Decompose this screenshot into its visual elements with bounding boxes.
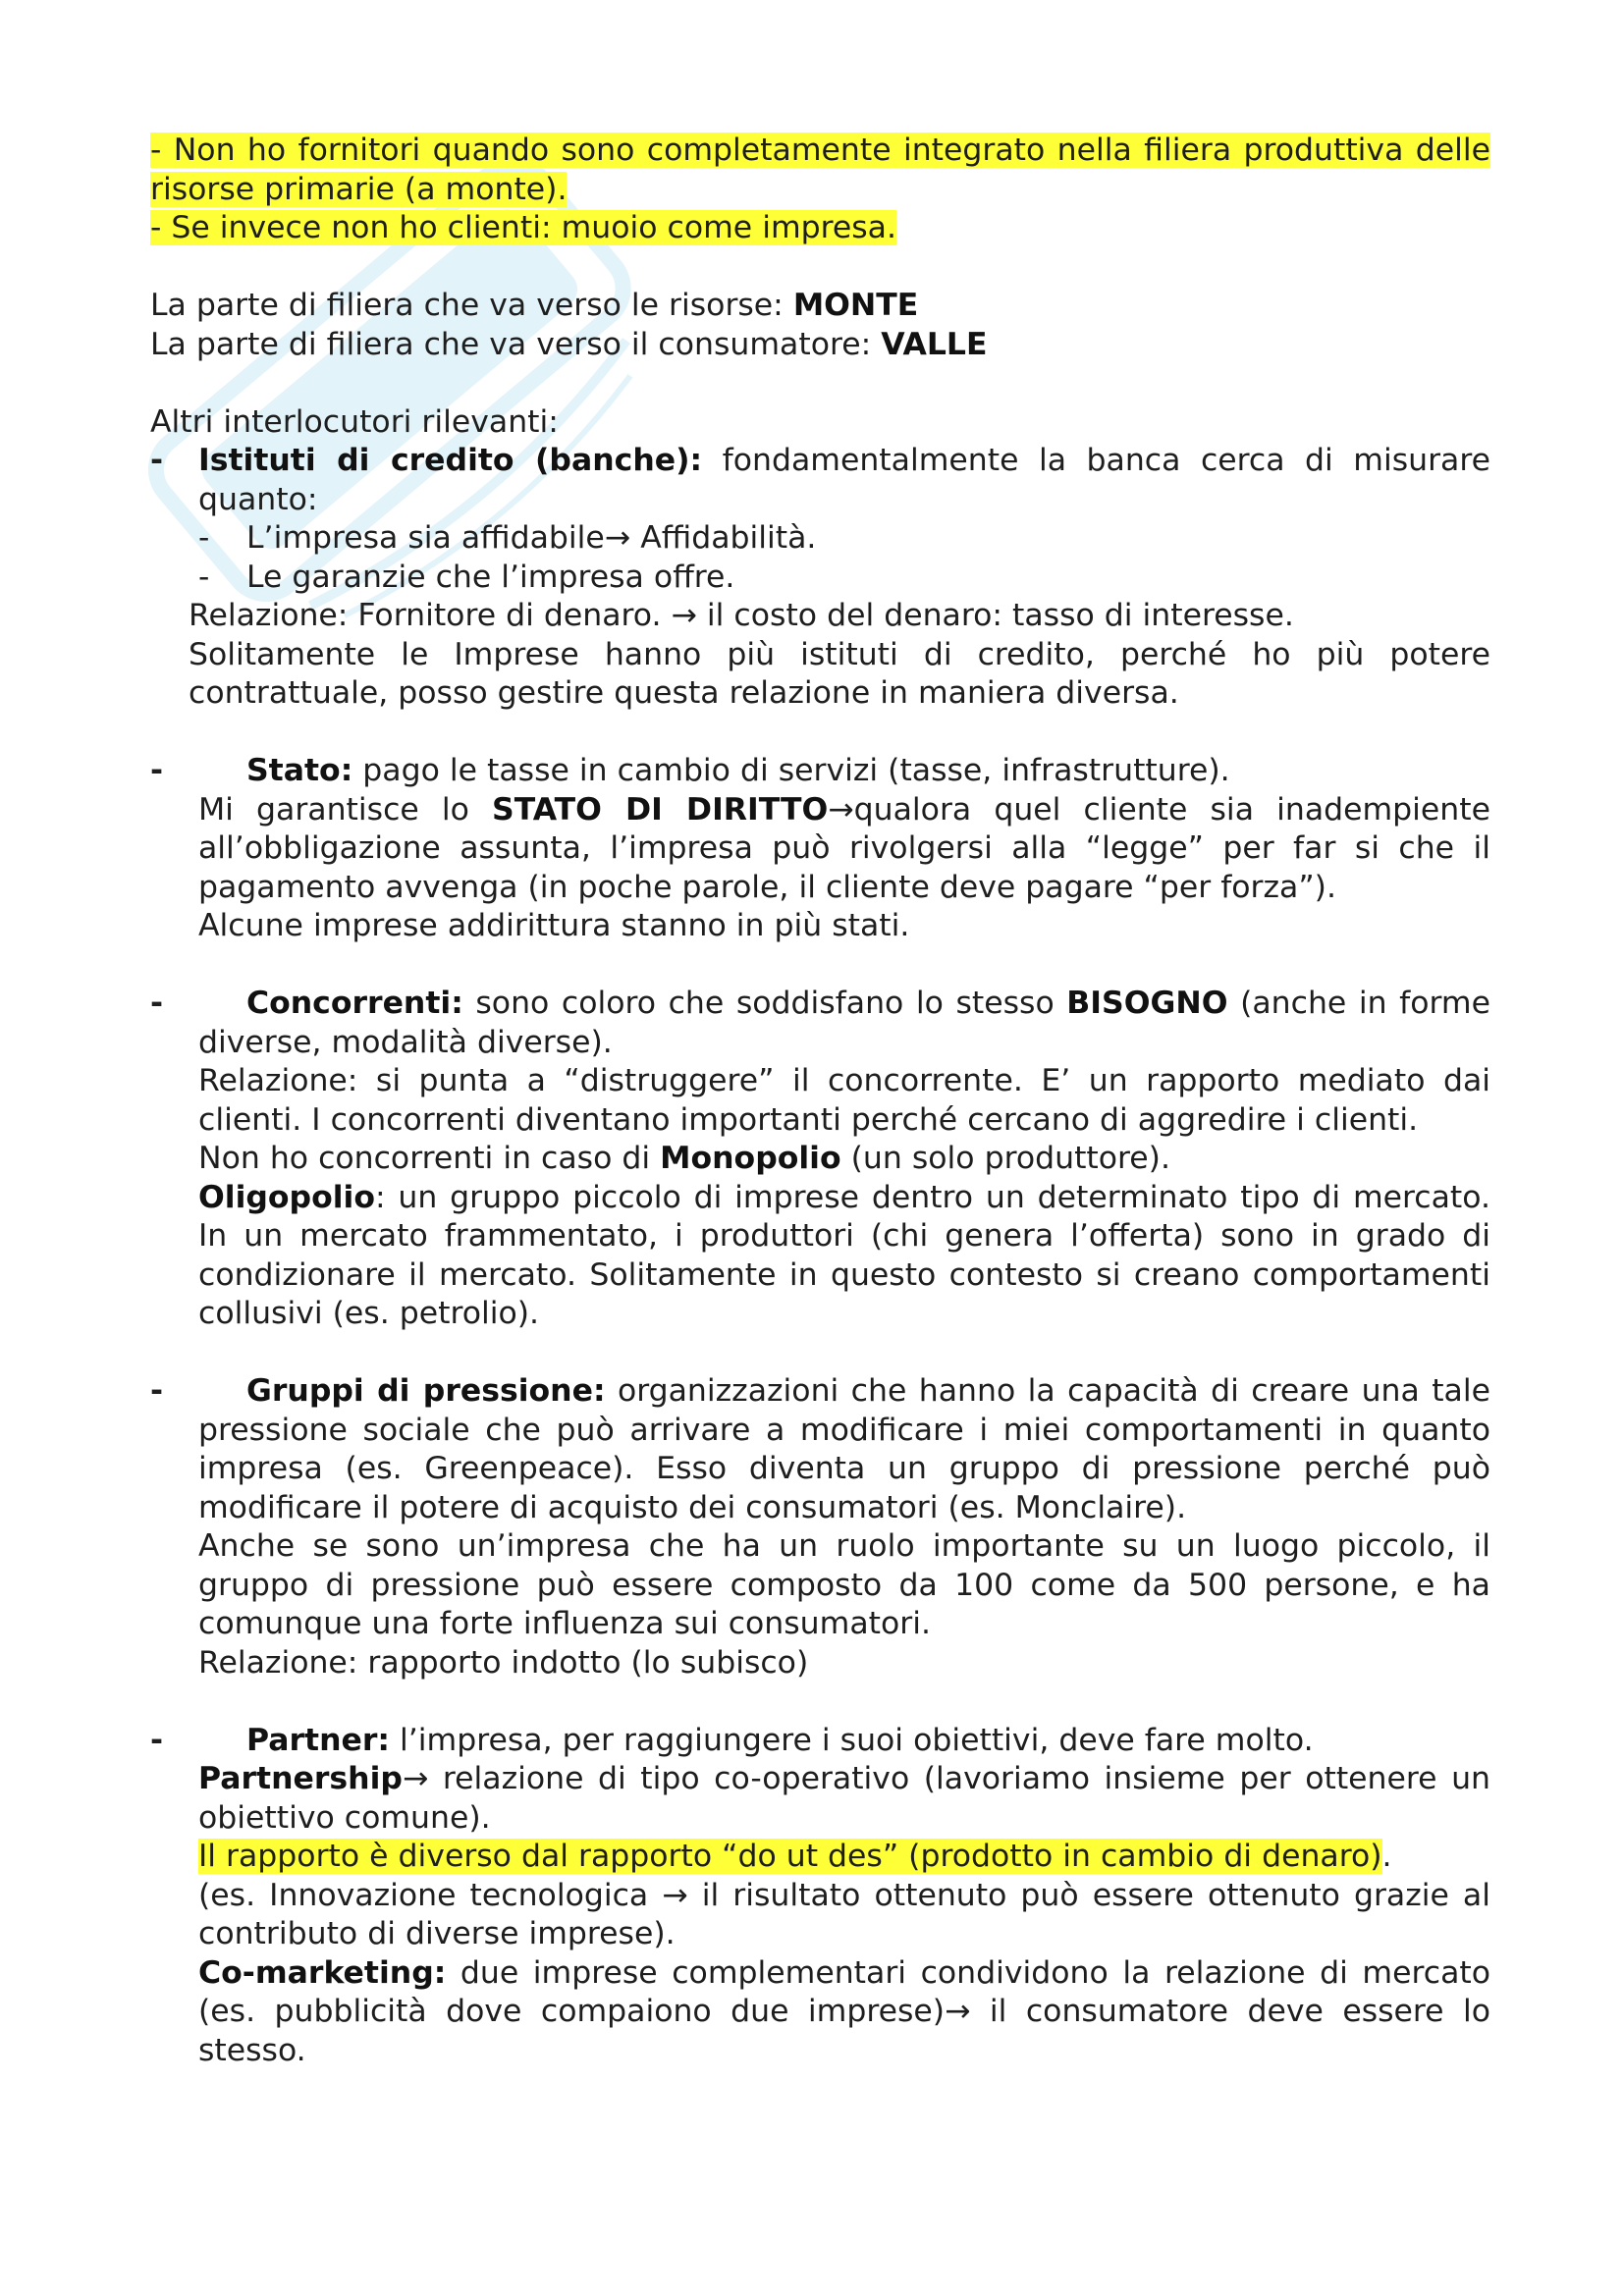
stato-alcune: Alcune imprese addirittura stanno in più stati. bbox=[198, 908, 910, 943]
stato-title: Stato: bbox=[246, 753, 353, 788]
concorrenti-oligopolio: Oligopolio: un gruppo piccolo di imprese dentro un determinato tipo di mercato. In un mercato frammentato, i produttori (chi genera l’offerta) sono in grado di condizionare il mercato. Solitamente in questo contesto si creano comportamenti collusivi (es. petrolio). bbox=[198, 1179, 1490, 1331]
partner-do-ut-des: Il rapporto è diverso dal rapporto “do ut des” (prodotto in cambio di denaro). bbox=[198, 1839, 1392, 1874]
bullet-dash: - bbox=[150, 1373, 164, 1409]
highlight-fornitori: - Non ho fornitori quando sono completamente integrato nella filiera produttiva delle risorse primarie (a monte). bbox=[150, 133, 1490, 207]
concorrenti-intro: Concorrenti: sono coloro che soddisfano lo stesso BISOGNO (anche in forme diverse, modalità diverse). bbox=[198, 986, 1490, 1060]
section-concorrenti bbox=[150, 985, 1490, 1334]
istituti-relazione-block bbox=[150, 597, 1490, 714]
istituti-sub-garanzie: - Le garanzie che l’impresa offre. bbox=[198, 559, 1490, 598]
highlight-clienti: - Se invece non ho clienti: muoio come impresa. bbox=[150, 210, 896, 245]
istituti-title: Istituti di credito (banche): bbox=[198, 443, 703, 478]
bullet-dash: - bbox=[150, 1722, 164, 1758]
arrow-right-icon: → bbox=[945, 1994, 971, 2029]
arrow-right-icon: → bbox=[402, 1761, 429, 1796]
section-gruppi bbox=[150, 1372, 1490, 1682]
gruppi-relazione: Relazione: rapporto indotto (lo subisco) bbox=[198, 1644, 809, 1681]
valle-label: VALLE bbox=[881, 326, 988, 362]
altri-heading: Altri interlocutori rilevanti: bbox=[150, 403, 559, 440]
arrow-right-icon: → bbox=[671, 598, 697, 633]
gruppi-title: Gruppi di pressione: bbox=[246, 1373, 606, 1409]
arrow-right-icon: → bbox=[828, 791, 854, 828]
arrow-right-icon: → bbox=[604, 520, 631, 556]
filiera-monte: La parte di filiera che va verso le risorse: MONTE bbox=[150, 288, 919, 323]
sub-bullet-dash: - bbox=[198, 520, 210, 556]
highlight-do-ut-des: Il rapporto è diverso dal rapporto “do ut des” (prodotto in cambio di denaro) bbox=[198, 1839, 1382, 1874]
document-body bbox=[150, 132, 1490, 2070]
partner-partnership: Partnership→ relazione di tipo co-operativo (lavoriamo insieme per ottenere un obiettivo comune). bbox=[198, 1761, 1490, 1836]
concorrenti-monopolio: Non ho concorrenti in caso di Monopolio (un solo produttore). bbox=[198, 1141, 1170, 1176]
partner-title: Partner: bbox=[246, 1722, 391, 1758]
section-partner bbox=[150, 1722, 1490, 2071]
sub-bullet-dash: - bbox=[198, 559, 210, 595]
stato-garantisce: Mi garantisce lo STATO DI DIRITTO→qualora quel cliente sia inadempiente all’obbligazione assunta, l’impresa può rivolgersi alla “legge” per far si che il pagamento avvenga (in poche parole, il cliente deve pagare “per forza”). bbox=[198, 791, 1491, 905]
concorrenti-relazione: Relazione: si punta a “distruggere” il concorrente. E’ un rapporto mediato dai clienti. I concorrenti diventano importanti perché cercano di aggredire i clienti. bbox=[198, 1063, 1490, 1138]
bullet-dash: - bbox=[150, 753, 164, 788]
intro-paragraph bbox=[150, 132, 1490, 209]
gruppi-intro: Gruppi di pressione: organizzazioni che hanno la capacità di creare una tale pressione sociale che può arrivare a modificare i miei comportamenti in quanto impresa (es. Greenpeace). Esso diventa un gruppo di pressione perché può modificare il potere di acquisto dei consumatori (es. Monclaire). bbox=[198, 1373, 1490, 1525]
istituti-intro: Istituti di credito (banche): fondamentalmente la banca cerca di misurare quanto: bbox=[198, 443, 1491, 517]
stato-intro: Stato: pago le tasse in cambio di servizi (tasse, infrastrutture). bbox=[246, 753, 1230, 788]
partner-es: (es. Innovazione tecnologica → il risultato ottenuto può essere ottenuto grazie al contributo di diverse imprese). bbox=[198, 1877, 1490, 1951]
bullet-dash: - bbox=[150, 443, 164, 478]
bullet-dash: - bbox=[150, 986, 164, 1021]
monte-label: MONTE bbox=[792, 288, 919, 323]
filiera-valle: La parte di filiera che va verso il consumatore: VALLE bbox=[150, 326, 988, 362]
partner-comarketing: Co-marketing: due imprese complementari condividono la relazione di mercato (es. pubblicità dove compaiono due imprese)→ il consumatore deve essere lo stesso. bbox=[198, 1954, 1490, 2068]
istituti-solitamente: Solitamente le Imprese hanno più istituti di credito, perché ho più potere contrattuale, posso gestire questa relazione in maniera diversa. bbox=[189, 636, 1490, 711]
istituti-sub-affidabile: - L’impresa sia affidabile→ Affidabilità. bbox=[198, 519, 1490, 559]
section-stato bbox=[150, 752, 1490, 946]
intro-clienti bbox=[150, 209, 1490, 248]
istituti-relazione: Relazione: Fornitore di denaro. → il costo del denaro: tasso di interesse. bbox=[189, 598, 1294, 633]
arrow-right-icon: → bbox=[662, 1877, 688, 1913]
partner-intro: Partner: l’impresa, per raggiungere i suoi obiettivi, deve fare molto. bbox=[246, 1722, 1314, 1758]
gruppi-anche: Anche se sono un’impresa che ha un ruolo importante su un luogo piccolo, il gruppo di pressione può essere composto da 100 come da 500 persone, e ha comunque una forte influenza sui consumatori. bbox=[198, 1528, 1490, 1641]
concorrenti-title: Concorrenti: bbox=[246, 986, 463, 1021]
section-istituti bbox=[150, 442, 1490, 597]
